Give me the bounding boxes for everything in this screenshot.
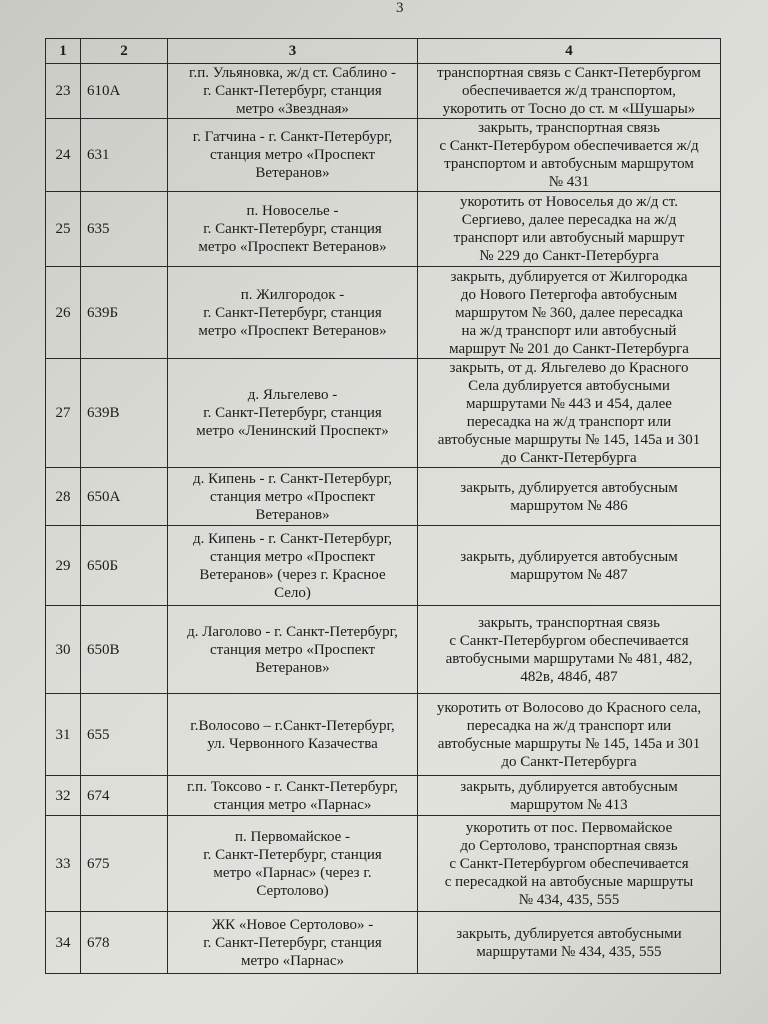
route-number: 610А bbox=[81, 64, 168, 119]
route-number: 650В bbox=[81, 606, 168, 694]
route-number: 678 bbox=[81, 912, 168, 974]
route-number: 650Б bbox=[81, 526, 168, 606]
route-number: 635 bbox=[81, 192, 168, 267]
table-row bbox=[46, 912, 721, 974]
route-decision: закрыть, дублируется автобусным маршрутом № 487 bbox=[418, 526, 721, 606]
header-col-3: 3 bbox=[168, 39, 418, 64]
route-decision: укоротить от пос. Первомайское до Сертолово, транспортная связь с Санкт-Петербургом обеспечивается с пересадкой на автобусные маршруты № 434, 435, 555 bbox=[418, 816, 721, 912]
route-number: 650А bbox=[81, 468, 168, 526]
route-decision: закрыть, дублируется автобусным маршрутом № 413 bbox=[418, 776, 721, 816]
route-path: г.п. Ульяновка, ж/д ст. Саблино - г. Санкт-Петербург, станция метро «Звездная» bbox=[168, 64, 418, 119]
route-decision: укоротить от Новоселья до ж/д ст. Сергиево, далее пересадка на ж/д транспорт или автобусный маршрут № 229 до Санкт-Петербурга bbox=[418, 192, 721, 267]
row-number: 31 bbox=[46, 694, 81, 776]
table-header-row bbox=[46, 39, 721, 64]
route-decision: закрыть, дублируется от Жилгородка до Нового Петергофа автобусным маршрутом № 360, далее пересадка на ж/д транспорт или автобусный маршрут № 201 до Санкт-Петербурга bbox=[418, 267, 721, 359]
table-row bbox=[46, 816, 721, 912]
route-number: 675 bbox=[81, 816, 168, 912]
row-number: 28 bbox=[46, 468, 81, 526]
route-decision: закрыть, дублируется автобусным маршрутом № 486 bbox=[418, 468, 721, 526]
route-path: д. Кипень - г. Санкт-Петербург, станция метро «Проспект Ветеранов» (через г. Красное Село) bbox=[168, 526, 418, 606]
table-row bbox=[46, 694, 721, 776]
route-number: 639Б bbox=[81, 267, 168, 359]
route-decision: укоротить от Волосово до Красного села, пересадка на ж/д транспорт или автобусные маршруты № 145, 145а и 301 до Санкт-Петербурга bbox=[418, 694, 721, 776]
table-row bbox=[46, 359, 721, 468]
route-decision: закрыть, от д. Яльгелево до Красного Села дублируется автобусными маршрутами № 443 и 454, далее пересадка на ж/д транспорт или автобусные маршруты № 145, 145а и 301 до Санкт-Петербурга bbox=[418, 359, 721, 468]
table-row bbox=[46, 267, 721, 359]
route-path: г.Волосово – г.Санкт-Петербург, ул. Червонного Казачества bbox=[168, 694, 418, 776]
route-decision: закрыть, транспортная связь с Санкт-Петербургом обеспечивается автобусными маршрутами № 481, 482, 482в, 484б, 487 bbox=[418, 606, 721, 694]
row-number: 25 bbox=[46, 192, 81, 267]
table-row bbox=[46, 468, 721, 526]
route-path: д. Лаголово - г. Санкт-Петербург, станция метро «Проспект Ветеранов» bbox=[168, 606, 418, 694]
row-number: 24 bbox=[46, 119, 81, 192]
route-number: 655 bbox=[81, 694, 168, 776]
table-row bbox=[46, 606, 721, 694]
route-path: д. Кипень - г. Санкт-Петербург, станция метро «Проспект Ветеранов» bbox=[168, 468, 418, 526]
header-col-2: 2 bbox=[81, 39, 168, 64]
row-number: 34 bbox=[46, 912, 81, 974]
header-col-4: 4 bbox=[418, 39, 721, 64]
route-decision: закрыть, транспортная связь с Санкт-Петербуром обеспечивается ж/д транспортом и автобусным маршрутом № 431 bbox=[418, 119, 721, 192]
table-row bbox=[46, 64, 721, 119]
route-path: г. Гатчина - г. Санкт-Петербург, станция метро «Проспект Ветеранов» bbox=[168, 119, 418, 192]
route-path: д. Яльгелево - г. Санкт-Петербург, станция метро «Ленинский Проспект» bbox=[168, 359, 418, 468]
row-number: 33 bbox=[46, 816, 81, 912]
route-decision: закрыть, дублируется автобусными маршрутами № 434, 435, 555 bbox=[418, 912, 721, 974]
table-row bbox=[46, 192, 721, 267]
page-number: 3 bbox=[396, 0, 404, 16]
route-number: 674 bbox=[81, 776, 168, 816]
row-number: 32 bbox=[46, 776, 81, 816]
route-number: 631 bbox=[81, 119, 168, 192]
route-path: п. Новоселье - г. Санкт-Петербург, станция метро «Проспект Ветеранов» bbox=[168, 192, 418, 267]
routes-table bbox=[45, 38, 721, 974]
table-row bbox=[46, 526, 721, 606]
table-row bbox=[46, 119, 721, 192]
route-number: 639В bbox=[81, 359, 168, 468]
route-path: г.п. Токсово - г. Санкт-Петербург, станция метро «Парнас» bbox=[168, 776, 418, 816]
route-path: п. Первомайское - г. Санкт-Петербург, станция метро «Парнас» (через г. Сертолово) bbox=[168, 816, 418, 912]
header-col-1: 1 bbox=[46, 39, 81, 64]
row-number: 30 bbox=[46, 606, 81, 694]
route-decision: транспортная связь с Санкт-Петербургом обеспечивается ж/д транспортом, укоротить от Тосно до ст. м «Шушары» bbox=[418, 64, 721, 119]
route-path: ЖК «Новое Сертолово» - г. Санкт-Петербург, станция метро «Парнас» bbox=[168, 912, 418, 974]
route-path: п. Жилгородок - г. Санкт-Петербург, станция метро «Проспект Ветеранов» bbox=[168, 267, 418, 359]
row-number: 23 bbox=[46, 64, 81, 119]
row-number: 29 bbox=[46, 526, 81, 606]
table-row bbox=[46, 776, 721, 816]
row-number: 26 bbox=[46, 267, 81, 359]
row-number: 27 bbox=[46, 359, 81, 468]
